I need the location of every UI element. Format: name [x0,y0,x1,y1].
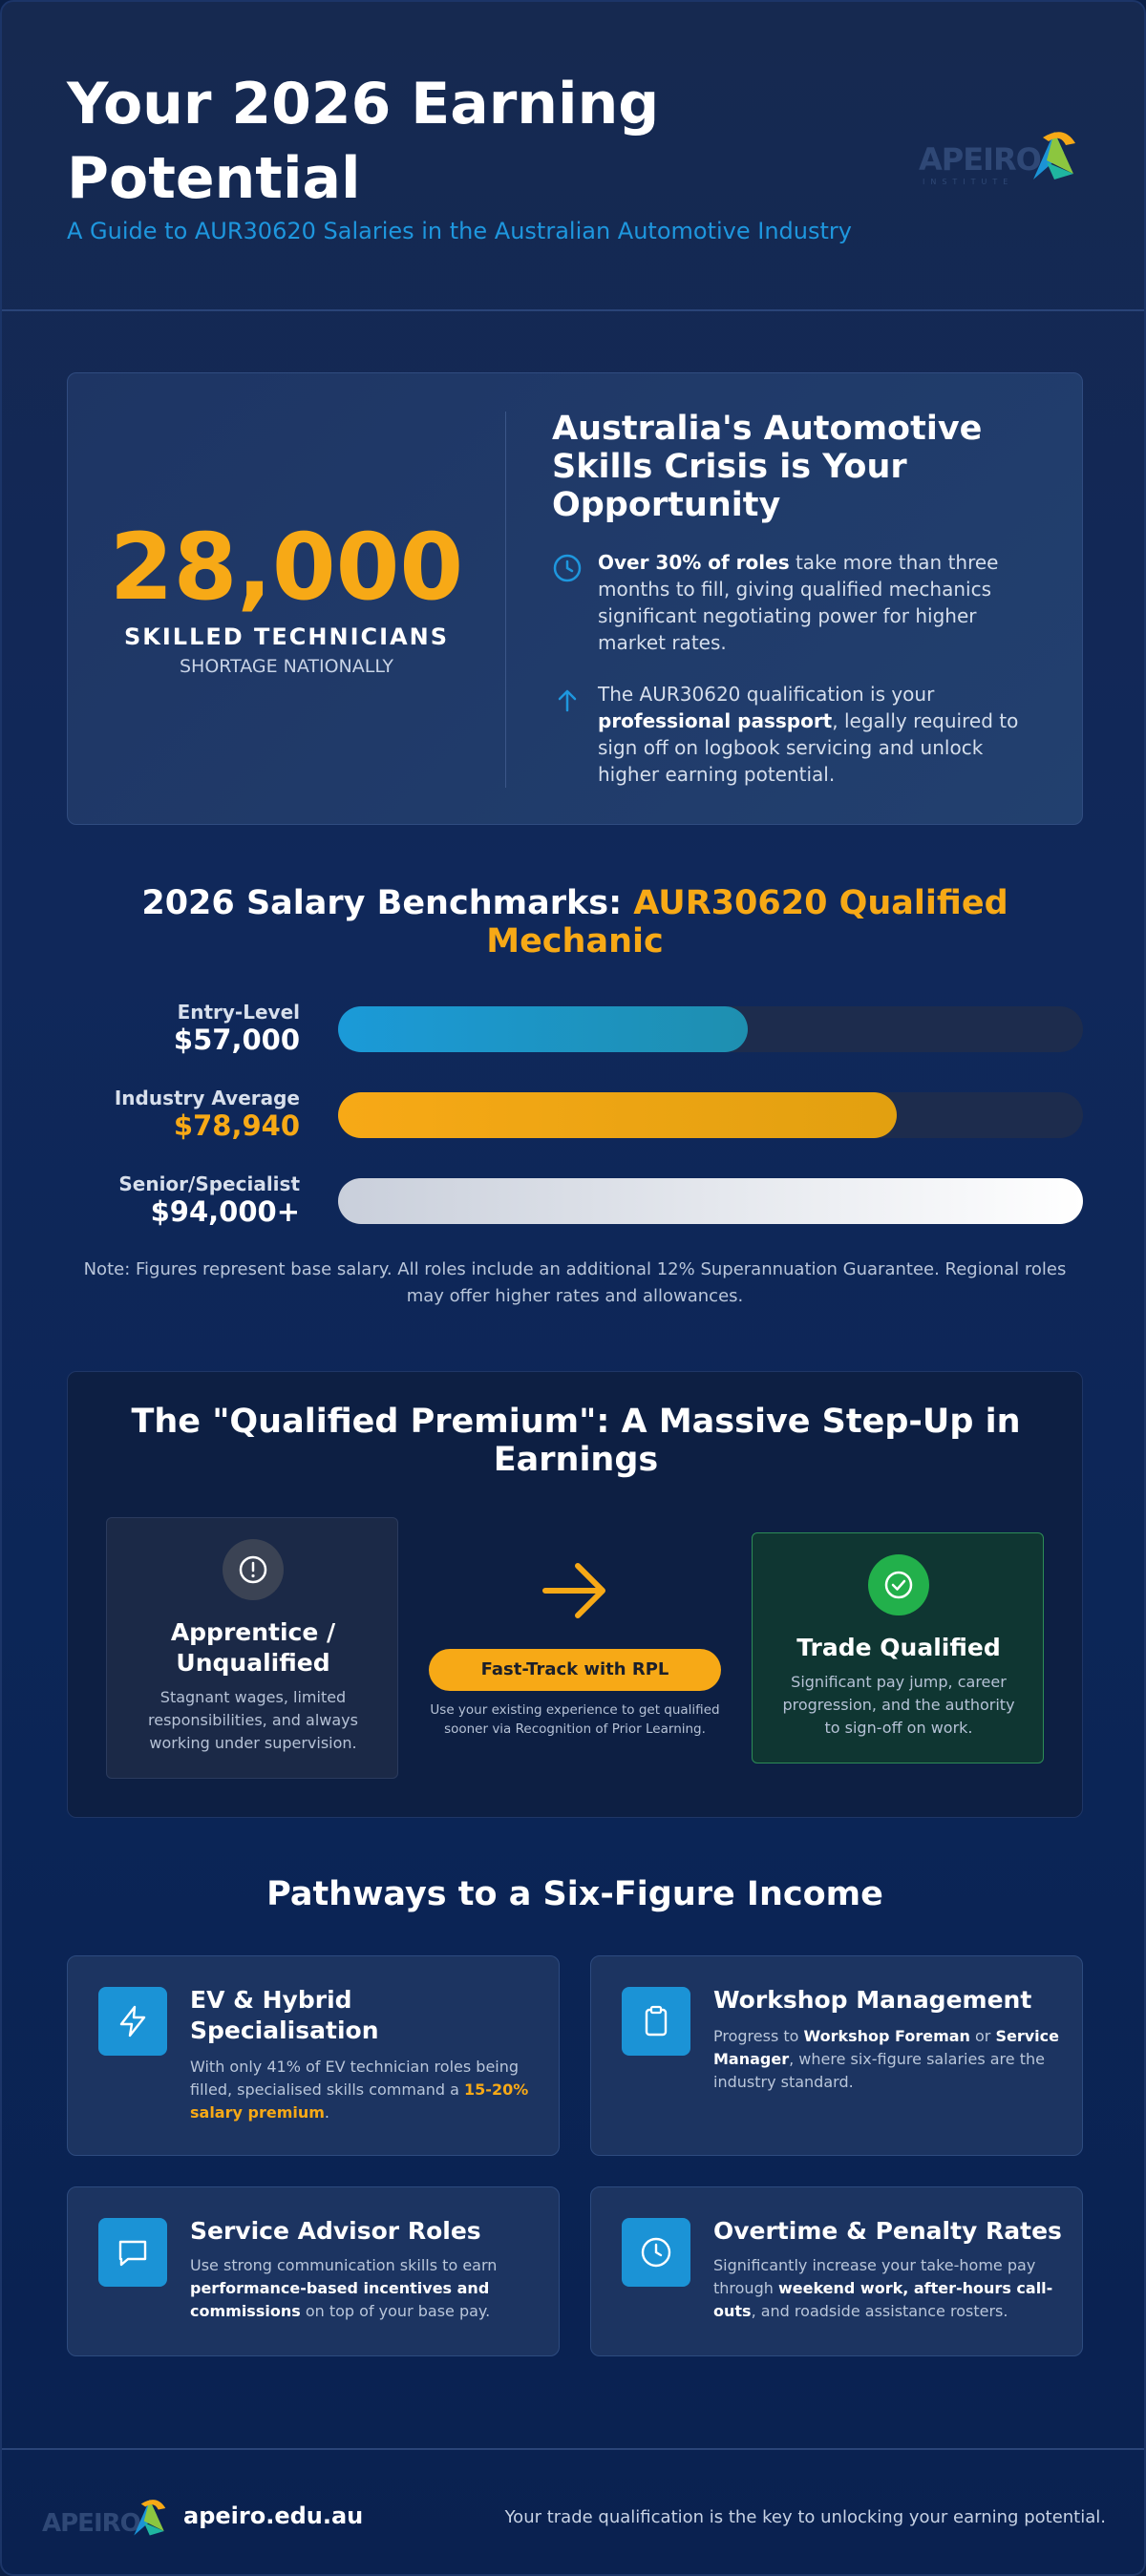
pathway-title: Overtime & Penalty Rates [713,2217,1062,2245]
logo-text: APEIRO [919,141,1041,178]
footer-url-link[interactable]: apeiro.edu.au [183,2502,364,2529]
pathway-card-overtime[interactable] [590,2186,1083,2356]
salary-note: Note: Figures represent base salary. All roles include an additional 12% Superannuation Guarantee. Regional roles may offer higher rates and allowances. [83,1259,1067,1306]
logo-mark-icon [128,2494,170,2540]
footer-logo-text: APEIRO [42,2509,140,2538]
salary-bar-name: Industry Average [114,1087,300,1109]
pathway-title: EV & Hybrid Specialisation [190,1986,379,2044]
salary-bar-track [338,1178,1083,1224]
unqualified-card [106,1517,398,1779]
unqualified-title: Apprentice / Unqualified [170,1618,336,1677]
qualified-title: Trade Qualified [796,1634,1001,1661]
footer [2,2448,1146,2576]
clock-icon [622,2218,690,2287]
clock-icon [552,553,583,583]
qualified-card [752,1532,1044,1763]
pathway-card-management[interactable] [590,1955,1083,2156]
premium-title: The "Qualified Premium": A Massive Step-Up in Earnings [131,1403,1021,1479]
footer-logo[interactable] [42,2494,176,2542]
logo-mark-icon [1026,124,1081,185]
shortage-stat-value: 28,000 [109,514,464,621]
arrow-right-icon [541,1557,608,1624]
salary-bar-name: Senior/Specialist [118,1172,300,1195]
arrow-up-icon [552,685,583,715]
pathways-title: Pathways to a Six-Figure Income [266,1875,883,1913]
salary-bar-name: Entry-Level [177,1001,300,1024]
shortage-stat-label: SKILLED TECHNICIANS [123,623,450,650]
salary-bar-senior [67,1172,1083,1230]
crisis-point-text: The AUR30620 qualification is your professional passport, legally required to sign off on logbook servicing and unlock higher earning potential. [598,683,1019,786]
lightning-icon [98,1987,167,2056]
pathway-desc: Use strong communication skills to earn performance-based incentives and commissions on top of your base pay. [190,2256,498,2320]
fast-track-rpl-button[interactable]: Fast-Track with RPL [429,1649,721,1691]
logo-sub: INSTITUTE [923,178,1014,186]
divider [505,412,506,788]
qualified-desc: Significant pay jump, career progression, and the authority to sign-off on work. [782,1673,1015,1737]
footer-tagline: Your trade qualification is the key to unlocking your earning potential. [504,2507,1106,2527]
salary-bar-fill [338,1006,748,1052]
salary-bar-fill [338,1092,897,1138]
unqualified-desc: Stagnant wages, limited responsibilities, and always working under supervision. [148,1688,358,1752]
page-subtitle: A Guide to AUR30620 Salaries in the Australian Automotive Industry [67,218,852,244]
clipboard-icon [622,1987,690,2056]
crisis-title: Australia's Automotive Skills Crisis is Your Opportunity [552,410,983,524]
apeiro-logo[interactable] [919,124,1081,191]
salary-bar-value: $94,000+ [150,1195,300,1228]
pathway-desc: Significantly increase your take-home pay through weekend work, after-hours call-outs, and roadside assistance rosters. [713,2256,1053,2320]
salary-bar-entry [67,1001,1083,1058]
skills-crisis-card [67,372,1083,825]
salary-section-title: 2026 Salary Benchmarks: AUR30620 Qualified Mechanic [141,884,1008,961]
pathway-title: Workshop Management [713,1986,1032,2014]
shortage-stat-sub: SHORTAGE NATIONALLY [179,656,394,677]
header [2,2,1146,311]
salary-bar-average [67,1087,1083,1144]
salary-bar-value: $57,000 [173,1024,300,1056]
alert-icon [223,1539,284,1600]
salary-bar-track [338,1006,1083,1052]
salary-bar-fill [338,1178,1083,1224]
pathway-title: Service Advisor Roles [190,2217,481,2245]
pathway-desc: Progress to Workshop Foreman or Service Manager, where six-figure salaries are the industry standard. [713,2027,1059,2091]
pathway-card-ev[interactable] [67,1955,560,2156]
pathway-desc: With only 41% of EV technician roles being filled, specialised skills command a 15-20% salary premium. [190,2058,529,2122]
salary-bar-track [338,1092,1083,1138]
rpl-note: Use your existing experience to get qualified sooner via Recognition of Prior Learning. [430,1702,720,1737]
pathway-card-service-advisor[interactable] [67,2186,560,2356]
chat-icon [98,2218,167,2287]
crisis-point-text: Over 30% of roles take more than three months to fill, giving qualified mechanics significant negotiating power for higher market rates. [598,551,999,654]
qualified-premium-card [67,1371,1083,1818]
salary-bar-value: $78,940 [173,1109,300,1142]
check-circle-icon [868,1554,929,1615]
page-title: Your 2026 Earning Potential [67,71,660,212]
